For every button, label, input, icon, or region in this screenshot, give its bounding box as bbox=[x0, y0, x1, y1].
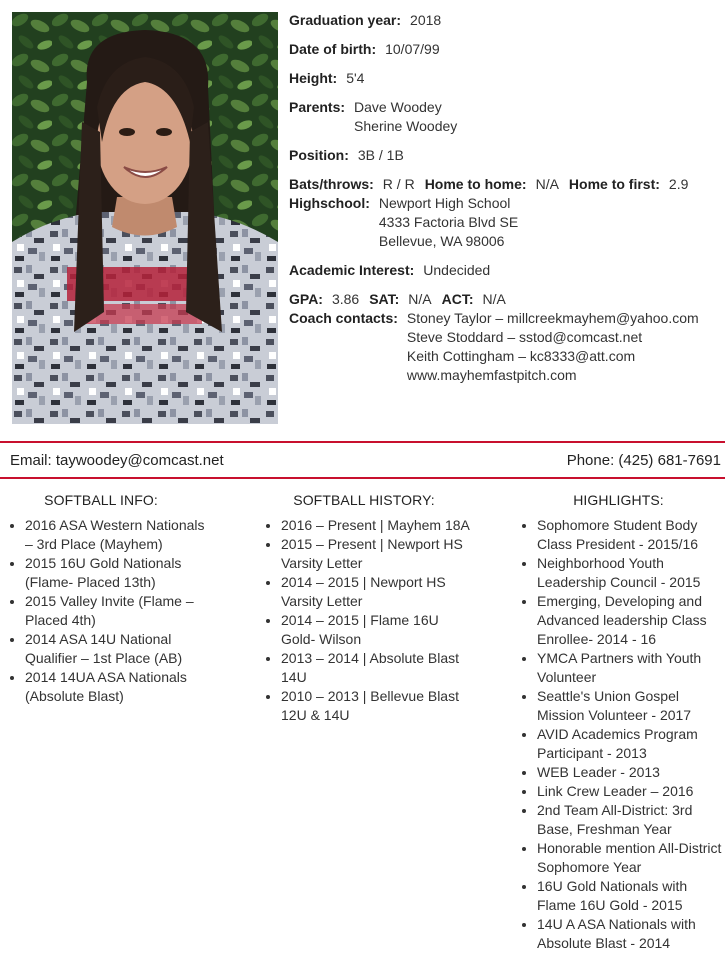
coach-contact: Stoney Taylor – millcreekmayhem@yahoo.com bbox=[406, 310, 699, 326]
highlights-list bbox=[512, 516, 725, 953]
highschool-name: Newport High School bbox=[378, 195, 511, 211]
graduation-row bbox=[289, 11, 719, 30]
list-item: • 2014 14UA ASA Nationals (Absolute Blast) bbox=[25, 668, 208, 706]
contact-bar bbox=[0, 441, 725, 479]
graduation-year: 2018 bbox=[410, 12, 442, 28]
position-value: 3B / 1B bbox=[357, 147, 404, 163]
coach-contact: Keith Cottingham – kc8333@att.com bbox=[406, 348, 636, 364]
bats-row bbox=[289, 175, 719, 194]
dob-label: Date of birth: bbox=[289, 41, 377, 57]
list-item: • 2015 16U Gold Nationals (Flame- Placed 13th) bbox=[25, 554, 208, 592]
parents-label: Parents: bbox=[289, 99, 346, 115]
bats-label: Bats/throws: bbox=[289, 176, 374, 192]
position-label: Position: bbox=[289, 147, 349, 163]
softball-info-section bbox=[0, 491, 208, 706]
act-value: N/A bbox=[482, 291, 506, 307]
academic-row bbox=[289, 261, 719, 280]
list-item: • AVID Academics Program Participant - 2013 bbox=[537, 725, 725, 763]
graduation-label: Graduation year: bbox=[289, 12, 402, 28]
parents-row bbox=[289, 98, 719, 136]
height-value: 5'4 bbox=[346, 70, 365, 86]
list-item: • 16U Gold Nationals with Flame 16U Gold - 2015 bbox=[537, 877, 725, 915]
email-contact[interactable]: Email: taywoodey@comcast.net bbox=[10, 452, 224, 469]
player-photo bbox=[12, 12, 278, 424]
height-label: Height: bbox=[289, 70, 338, 86]
coach-label: Coach contacts: bbox=[289, 310, 398, 326]
bats-value: R / R bbox=[382, 176, 415, 192]
profile-details bbox=[289, 11, 719, 395]
list-item: • 14U A ASA Nationals with Absolute Blast - 2014 bbox=[537, 915, 725, 953]
highschool-row bbox=[289, 194, 719, 251]
list-item: • 2014 – 2015 | Flame 16U Gold- Wilson bbox=[281, 611, 472, 649]
list-item: • 2014 ASA 14U National Qualifier – 1st Place (AB) bbox=[25, 630, 208, 668]
highschool-address bbox=[379, 194, 518, 251]
website-link[interactable]: www.mayhemfastpitch.com bbox=[406, 367, 577, 383]
softball-history-section bbox=[256, 491, 472, 725]
list-item: • Emerging, Developing and Advanced leadership Class Enrollee- 2014 - 16 bbox=[537, 592, 725, 649]
home-to-home-label: Home to home: bbox=[424, 176, 527, 192]
academic-value: Undecided bbox=[423, 262, 491, 278]
softball-history-list bbox=[256, 516, 472, 725]
coach-contact: Steve Stoddard – sstod@comcast.net bbox=[406, 329, 643, 345]
height-row bbox=[289, 69, 719, 88]
list-item: • Honorable mention All-District Sophomore Year bbox=[537, 839, 725, 877]
home-to-first-value: 2.9 bbox=[668, 176, 689, 192]
list-item: • 2nd Team All-District: 3rd Base, Freshman Year bbox=[537, 801, 725, 839]
highschool-city: Bellevue, WA 98006 bbox=[378, 233, 505, 249]
dob-value: 10/07/99 bbox=[385, 41, 440, 57]
parents-list bbox=[354, 98, 457, 136]
highschool-label: Highschool: bbox=[289, 195, 370, 211]
highlights-title: HIGHLIGHTS: bbox=[573, 492, 664, 508]
position-row bbox=[289, 146, 719, 165]
softball-history-title: SOFTBALL HISTORY: bbox=[293, 492, 435, 508]
softball-info-title: SOFTBALL INFO: bbox=[44, 492, 158, 508]
gpa-label: GPA: bbox=[289, 291, 323, 307]
list-item: • Sophomore Student Body Class President - 2015/16 bbox=[537, 516, 725, 554]
list-item: • 2015 Valley Invite (Flame – Placed 4th) bbox=[25, 592, 208, 630]
list-item: • Seattle's Union Gospel Mission Volunteer - 2017 bbox=[537, 687, 725, 725]
gpa-value: 3.86 bbox=[331, 291, 360, 307]
list-item: • 2010 – 2013 | Bellevue Blast 12U & 14U bbox=[281, 687, 472, 725]
sat-value: N/A bbox=[408, 291, 432, 307]
scores-row bbox=[289, 290, 719, 309]
list-item: • Link Crew Leader – 2016 bbox=[537, 782, 725, 801]
list-item: • Neighborhood Youth Leadership Council - 2015 bbox=[537, 554, 725, 592]
home-to-home-value: N/A bbox=[535, 176, 559, 192]
phone-contact[interactable]: Phone: (425) 681-7691 bbox=[566, 452, 721, 469]
list-item: • 2016 – Present | Mayhem 18A bbox=[281, 516, 472, 535]
sat-label: SAT: bbox=[369, 291, 400, 307]
list-item: • 2014 – 2015 | Newport HS Varsity Letter bbox=[281, 573, 472, 611]
parent-name: Dave Woodey bbox=[354, 99, 442, 115]
parent-name: Sherine Woodey bbox=[354, 118, 458, 134]
list-item: • 2013 – 2014 | Absolute Blast 14U bbox=[281, 649, 472, 687]
list-item: • 2016 ASA Western Nationals – 3rd Place (Mayhem) bbox=[25, 516, 208, 554]
academic-label: Academic Interest: bbox=[289, 262, 415, 278]
highschool-street: 4333 Factoria Blvd SE bbox=[378, 214, 519, 230]
dob-row bbox=[289, 40, 719, 59]
list-item: • 2015 – Present | Newport HS Varsity Letter bbox=[281, 535, 472, 573]
coach-list bbox=[407, 309, 699, 385]
coach-row bbox=[289, 309, 719, 385]
softball-info-list bbox=[0, 516, 208, 706]
list-item: • WEB Leader - 2013 bbox=[537, 763, 725, 782]
home-to-first-label: Home to first: bbox=[568, 176, 660, 192]
act-label: ACT: bbox=[441, 291, 474, 307]
highlights-section bbox=[512, 491, 725, 953]
list-item: • YMCA Partners with Youth Volunteer bbox=[537, 649, 725, 687]
